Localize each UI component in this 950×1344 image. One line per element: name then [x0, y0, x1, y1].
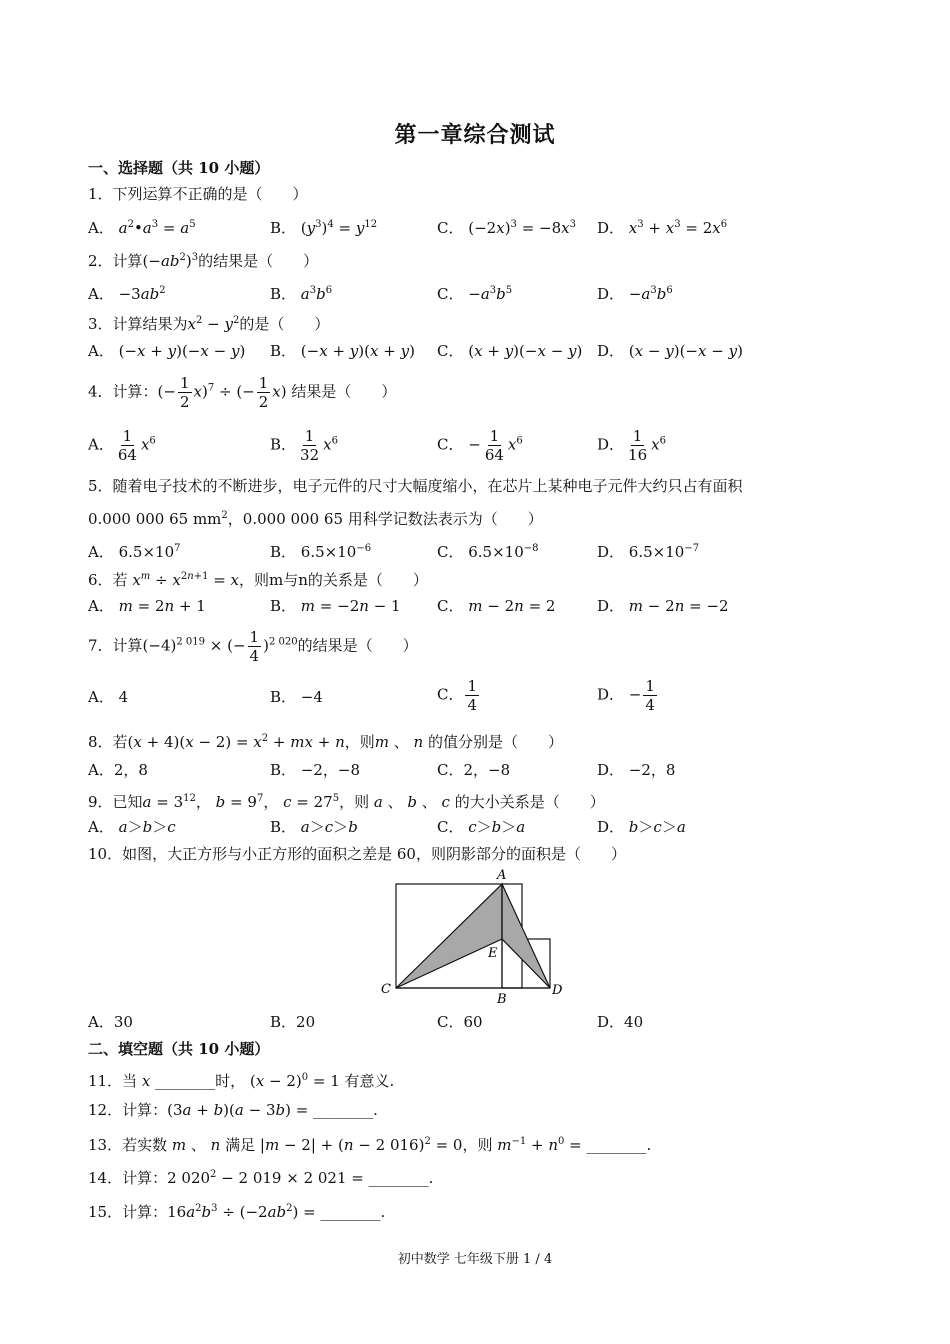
shaded-triangle-right: [502, 884, 550, 988]
q7-option-a: A． 4: [88, 688, 129, 706]
q6-option-c: C． m − 2n = 2: [437, 597, 556, 615]
q7-option-c: C． $\frac{1}{4}$: [437, 677, 478, 714]
q10-option-a: A．30: [88, 1013, 133, 1031]
q4-option-a: A． $\frac{1}{64}$ $x^6$: [88, 427, 156, 464]
q9-option-c: C． c＞b＞a: [437, 818, 526, 836]
label-d: D: [552, 983, 563, 998]
q3-option-a: A． (−x + y)(−x − y): [88, 342, 246, 360]
q8-option-c: C．2，−8: [437, 761, 511, 779]
q2-option-b: B． $a^3b^6$: [270, 285, 333, 303]
q6-option-b: B． m = −2n − 1: [270, 597, 401, 615]
q5-option-a: A． $6.5\times 10^7$: [88, 543, 181, 561]
question-7: 7．计算$(-4)^{2 019}$ × (− $\frac{1}{4}$ )$^{2 020}$的结果是（ ）: [88, 628, 418, 665]
q5-option-d: D． $6.5\times 10^{-7}$: [597, 543, 700, 561]
q8-option-d: D． −2，8: [597, 761, 676, 779]
q1-option-d: D． $x^3 + x^3 = 2x^6$: [597, 219, 728, 237]
shaded-triangle-left: [396, 884, 502, 988]
q4-option-b: B． $\frac{1}{32}$ $x^6$: [270, 427, 338, 464]
question-8: 8．若$(x + 4)(x - 2) = x^2$ + mx + n，则m 、 n 的值分别是（ ）: [88, 733, 563, 751]
q1-option-b: B． $(y^3)^4 = y^{12}$: [270, 219, 378, 237]
q3-option-d: D． (x − y)(−x − y): [597, 342, 743, 360]
question-12: 12．计算：(3a + b)(a − 3b) = ________.: [88, 1101, 378, 1119]
q8-option-b: B． −2，−8: [270, 761, 361, 779]
page-title: 第一章综合测试: [394, 122, 556, 148]
question-6: 6．若 $x^m \div x^{2n+1} = x$，则m与n的关系是（ ）: [88, 571, 428, 589]
question-13: 13．若实数 m 、 n 满足 |m − 2| + (n − 2 016)$^2$ = 0，则 $m^{-1} + n^0$ = ________.: [88, 1136, 652, 1154]
q10-option-c: C．60: [437, 1013, 483, 1031]
question-5-line1: 5．随着电子技术的不断进步，电子元件的尺寸大幅度缩小，在芯片上某种电子元件大约只占有面积: [88, 477, 743, 495]
q10-figure: [376, 866, 576, 1006]
q6-option-a: A． m = 2n + 1: [88, 597, 206, 615]
question-10: 10．如图，大正方形与小正方形的面积之差是 60，则阴影部分的面积是（ ）: [88, 845, 626, 863]
q2-option-a: A． $-3ab^2$: [88, 285, 166, 303]
question-1: 1．下列运算不正确的是（ ）: [88, 185, 308, 203]
question-14: 14．计算：2 $020^2 - 2$ 019 × 2 021 = ________.: [88, 1169, 434, 1187]
section-choice: 一、选择题（共 10 小题）: [88, 159, 270, 177]
q5-option-c: C． $6.5\times 10^{-8}$: [437, 543, 539, 561]
q2-option-c: C． $-a^3b^5$: [437, 285, 513, 303]
q7-option-d: D． − $\frac{1}{4}$: [597, 677, 655, 714]
q2-option-d: D． $-a^3b^6$: [597, 285, 673, 303]
question-2: 2．计算$(-ab^2)^3$的结果是（ ）: [88, 252, 319, 270]
q10-option-b: B．20: [270, 1013, 316, 1031]
q4-option-d: D． $\frac{1}{16}$ $x^6$: [597, 427, 666, 464]
question-15: 15．计算：$16a^2b^3 \div (-2ab^2)$ = ________.: [88, 1203, 386, 1221]
section-fill: 二、填空题（共 10 小题）: [88, 1040, 270, 1058]
q9-option-d: D． b＞c＞a: [597, 818, 686, 836]
q3-option-c: C． (x + y)(−x − y): [437, 342, 583, 360]
question-9: 9．已知$a = 3^{12}$， $b = 9^7$， $c = 27^5$，则 a 、 b 、 c 的大小关系是（ ）: [88, 793, 605, 811]
q1-option-a: A． $a^2•a^3 = a^5$: [88, 219, 196, 237]
question-4: 4．计算：(− $\frac{1}{2}$ x)$^7$ ÷ (− $\frac{1}{2}$ x) 结果是（ ）: [88, 374, 397, 411]
q9-option-a: A． a＞b＞c: [88, 818, 176, 836]
question-11: 11．当 x ________时， $(x - 2)^0 = 1$ 有意义.: [88, 1072, 395, 1090]
label-b: B: [497, 992, 507, 1006]
q10-option-d: D．40: [597, 1013, 644, 1031]
question-5-line2: 0.000 000 65 $mm^2$，0.000 000 65 用科学记数法表示为（ ）: [88, 510, 543, 528]
q6-option-d: D． m − 2n = −2: [597, 597, 729, 615]
question-3: 3．计算结果为$x^2 - y^2$的是（ ）: [88, 315, 330, 333]
q4-option-c: C． − $\frac{1}{64}$ $x^6$: [437, 427, 523, 464]
q3-option-b: B． (−x + y)(x + y): [270, 342, 415, 360]
q1-option-c: C． $(-2x)^3 = -8x^3$: [437, 219, 576, 237]
q7-option-b: B． −4: [270, 688, 323, 706]
q8-option-a: A．2，8: [88, 761, 148, 779]
page-footer: 初中数学 七年级下册 1 / 4: [397, 1252, 553, 1267]
label-c: C: [381, 982, 391, 997]
q5-option-b: B． $6.5\times 10^{-6}$: [270, 543, 372, 561]
label-a: A: [497, 868, 507, 883]
label-e: E: [488, 946, 498, 961]
q9-option-b: B． a＞c＞b: [270, 818, 358, 836]
